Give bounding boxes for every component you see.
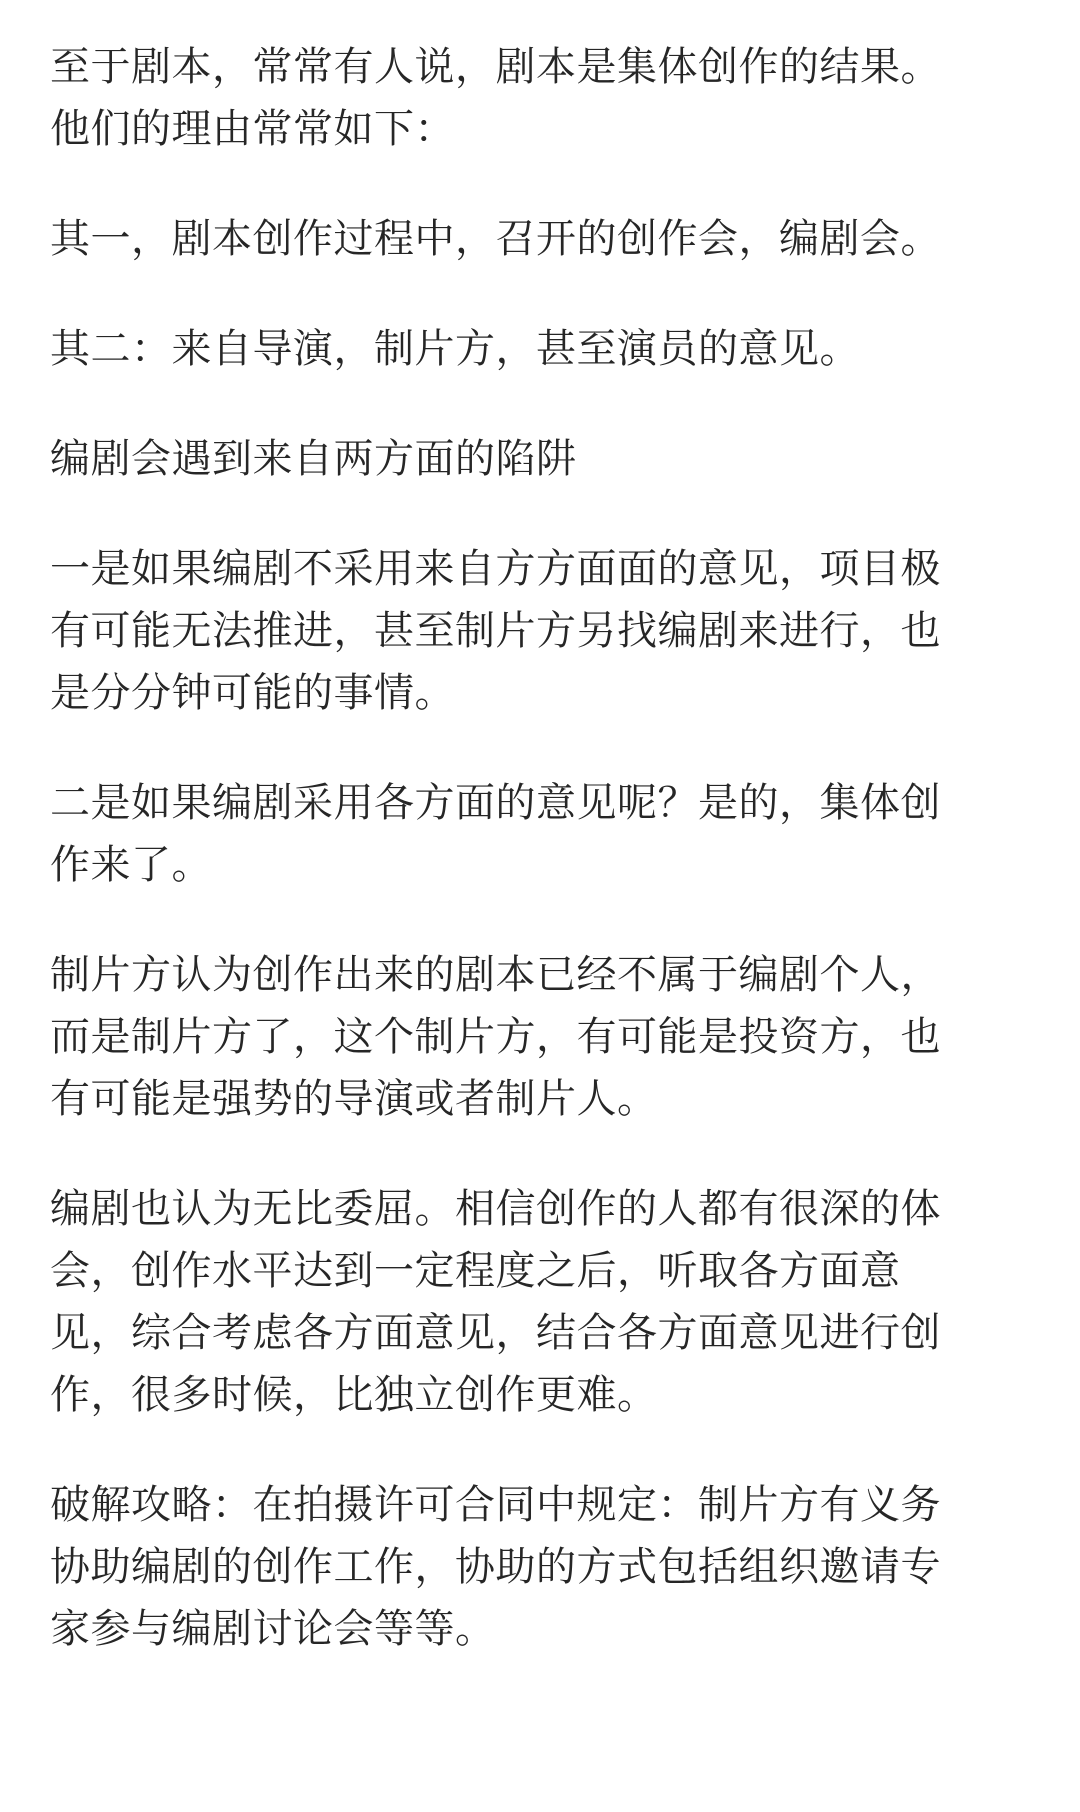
- paragraph-writer-view: 编剧也认为无比委屈。相信创作的人都有很深的体 会，创作水平达到一定程度之后，听取各方面意 见，综合考虑各方面意见，结合各方面意见进行创 作，很多时候，比独立创作更难。: [50, 1186, 941, 1418]
- paragraph-reason-two: 其二：来自导演，制片方，甚至演员的意见。: [50, 326, 860, 372]
- paragraph-reason-one: 其一，剧本创作过程中，召开的创作会，编剧会。: [50, 216, 941, 262]
- paragraph-producer-view: 制片方认为创作出来的剧本已经不属于编剧个人， 而是制片方了，这个制片方，有可能是投资方，也 有可能是强势的导演或者制片人。: [50, 952, 941, 1122]
- paragraph-traps-heading: 编剧会遇到来自两方面的陷阱: [50, 436, 577, 482]
- paragraph-solution: 破解攻略：在拍摄许可合同中规定：制片方有义务 协助编剧的创作工作，协助的方式包括组织邀请专 家参与编剧讨论会等等。: [50, 1482, 941, 1652]
- paragraph-trap-two: 二是如果编剧采用各方面的意见呢？是的，集体创 作来了。: [50, 780, 941, 888]
- paragraph-trap-one: 一是如果编剧不采用来自方方面面的意见，项目极 有可能无法推进，甚至制片方另找编剧来进行，也 是分分钟可能的事情。: [50, 546, 941, 716]
- paragraph-intro: 至于剧本，常常有人说，剧本是集体创作的结果。 他们的理由常常如下：: [50, 44, 941, 152]
